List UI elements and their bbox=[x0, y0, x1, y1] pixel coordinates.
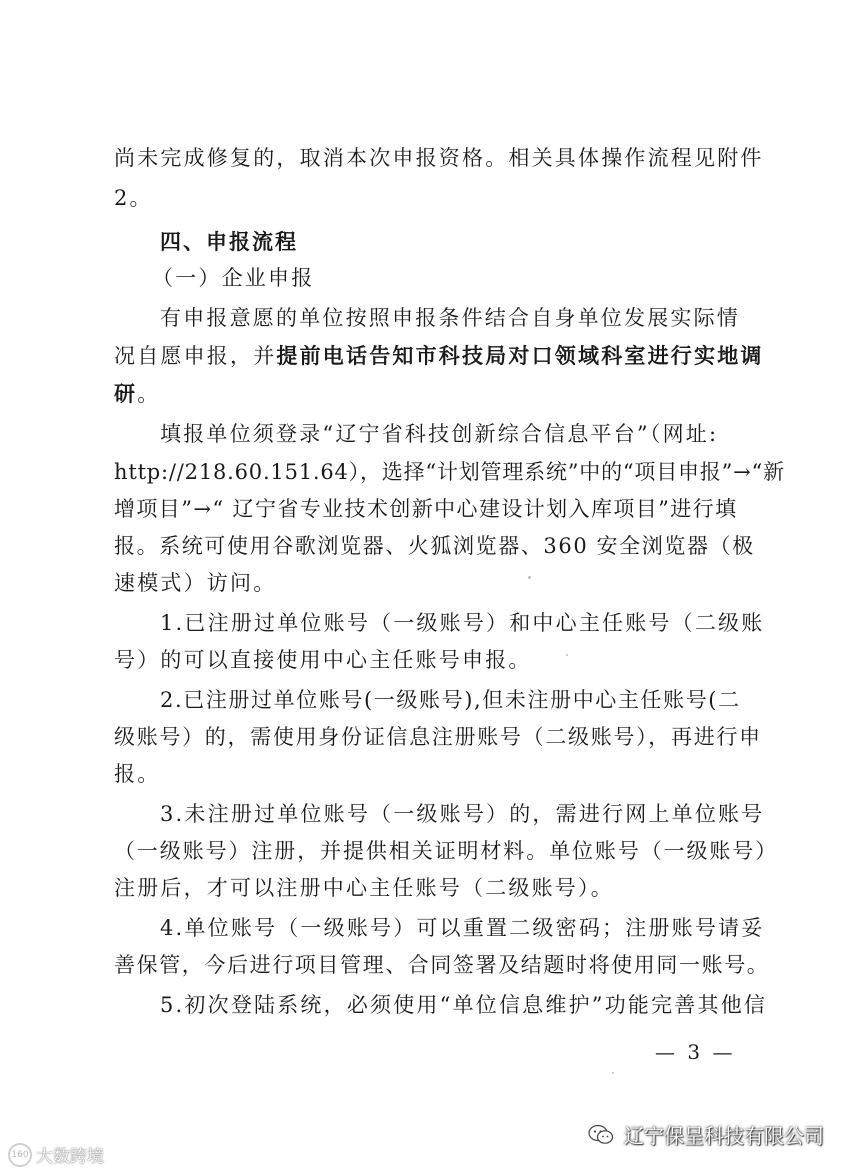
text-line: 报。 bbox=[114, 762, 161, 786]
text-span: 。 bbox=[137, 382, 161, 406]
page-number: — 3 — bbox=[655, 1040, 736, 1064]
text-line: 速模式）访问。 bbox=[114, 571, 277, 595]
text-line: 报。系统可使用谷歌浏览器、火狐浏览器、360 安全浏览器（极 bbox=[114, 534, 755, 558]
text-span: 况自愿申报，并 bbox=[114, 344, 277, 368]
text-line bbox=[114, 379, 754, 409]
text-line: 注册后，才可以注册中心主任账号（二级账号）。 bbox=[114, 876, 614, 900]
list-item: 1.已注册过单位账号（一级账号）和中心主任账号（二级账 bbox=[160, 611, 765, 635]
scan-speck bbox=[612, 1072, 614, 1074]
source-watermark-text: 大数跨境 bbox=[36, 1147, 104, 1167]
text-line: http://218.60.151.64），选择“计划管理系统”中的“项目申报”→“新 bbox=[114, 460, 785, 484]
text-line: 有申报意愿的单位按照申报条件结合自身单位发展实际情 bbox=[160, 306, 740, 330]
list-item: 3.未注册过单位账号（一级账号）的，需进行网上单位账号 bbox=[160, 802, 765, 826]
text-line: 填报单位须登录“辽宁省科技创新综合信息平台”（网址: bbox=[160, 422, 719, 446]
scan-speck bbox=[566, 654, 568, 656]
scan-speck bbox=[528, 576, 531, 579]
list-item: 2.已注册过单位账号(一级账号),但未注册中心主任账号(二 bbox=[160, 688, 741, 712]
source-watermark bbox=[8, 1142, 104, 1167]
text-line: 增项目”→“ 辽宁省专业技术创新中心建设计划入库项目”进行填 bbox=[114, 497, 738, 521]
wechat-icon bbox=[588, 1124, 614, 1146]
text-line: 善保管，今后进行项目管理、合同签署及结题时将使用同一账号。 bbox=[114, 953, 770, 977]
text-line: 号）的可以直接使用中心主任账号申报。 bbox=[114, 648, 532, 672]
text-line: （一级账号）注册，并提供相关证明材料。单位账号（一级账号） bbox=[114, 839, 779, 863]
bold-text: 研 bbox=[114, 382, 138, 406]
list-item: 4.单位账号（一级账号）可以重置二级密码；注册账号请妥 bbox=[160, 916, 765, 940]
text-line bbox=[114, 341, 764, 371]
text-line: 2。 bbox=[114, 186, 153, 210]
text-line: 尚未完成修复的，取消本次申报资格。相关具体操作流程见附件 bbox=[114, 146, 764, 170]
section-heading: 四、申报流程 bbox=[160, 230, 298, 254]
list-item: 5.初次登陆系统，必须使用“单位信息维护”功能完善其他信 bbox=[160, 993, 768, 1017]
text-line: 级账号）的，需使用身份证信息注册账号（二级账号），再进行申 bbox=[114, 725, 762, 749]
account-watermark bbox=[588, 1120, 824, 1149]
subsection-heading: （一）企业申报 bbox=[152, 266, 315, 290]
source-badge: 160 bbox=[8, 1143, 32, 1167]
account-name: 辽宁保呈科技有限公司 bbox=[624, 1124, 824, 1148]
bold-text: 提前电话告知市科技局对口领域科室进行实地调 bbox=[276, 344, 764, 368]
